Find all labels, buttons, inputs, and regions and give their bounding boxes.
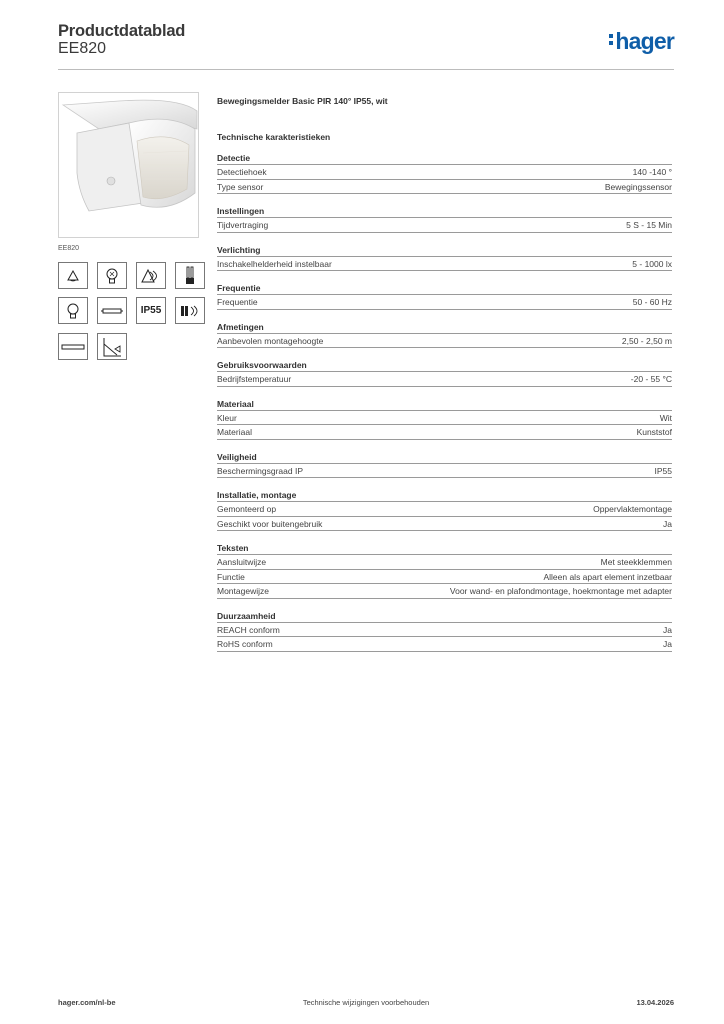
spec-section bbox=[217, 489, 672, 531]
spec-value: Ja bbox=[663, 639, 672, 649]
spec-row bbox=[217, 295, 672, 310]
spec-row bbox=[217, 425, 672, 440]
product-photo bbox=[58, 92, 199, 238]
section-title: Veiligheid bbox=[217, 451, 672, 464]
spec-key: Aanbevolen montagehoogte bbox=[217, 335, 324, 346]
spec-key: Kleur bbox=[217, 412, 237, 423]
spec-row bbox=[217, 502, 672, 517]
spec-content bbox=[217, 96, 672, 663]
spec-key: Bedrijfstemperatuur bbox=[217, 374, 292, 384]
spec-key: Frequentie bbox=[217, 297, 258, 307]
spec-row bbox=[217, 180, 672, 195]
spec-key: Inschakelhelderheid instelbaar bbox=[217, 258, 332, 269]
section-title: Verlichting bbox=[217, 244, 672, 257]
spec-row bbox=[217, 218, 672, 233]
page-footer bbox=[58, 998, 674, 1012]
spec-value: Ja bbox=[663, 518, 672, 529]
spec-key: Beschermingsgraad IP bbox=[217, 465, 303, 476]
spec-key: Aansluitwijze bbox=[217, 557, 267, 567]
spec-row bbox=[217, 372, 672, 387]
spec-section bbox=[217, 542, 672, 599]
section-title: Afmetingen bbox=[217, 321, 672, 334]
spec-key: Tijdvertraging bbox=[217, 220, 269, 230]
spec-value: Wit bbox=[659, 412, 672, 423]
logo-dots-icon bbox=[609, 34, 614, 48]
wall-mount-icon bbox=[97, 333, 127, 360]
spec-section bbox=[217, 282, 672, 310]
spec-row bbox=[217, 637, 672, 652]
spec-value: Ja bbox=[663, 624, 672, 635]
motion-detection-icon bbox=[136, 262, 166, 289]
spec-key: Geschikt voor buitengebruik bbox=[217, 518, 323, 529]
spec-key: RoHS conform bbox=[217, 639, 273, 649]
spec-value: 50 - 60 Hz bbox=[632, 297, 672, 307]
spec-value: Met steekklemmen bbox=[600, 557, 672, 567]
led-lamp-icon bbox=[175, 297, 205, 324]
spec-value: -20 - 55 °C bbox=[630, 374, 672, 384]
tech-heading: Technische karakteristieken bbox=[217, 132, 331, 142]
ip55-badge bbox=[136, 297, 166, 324]
spec-value: 5 - 1000 lx bbox=[632, 258, 672, 269]
spec-row bbox=[217, 165, 672, 180]
spec-section bbox=[217, 152, 672, 194]
product-description: Bewegingsmelder Basic PIR 140° IP55, wit bbox=[217, 96, 388, 106]
spec-value: 2,50 - 2,50 m bbox=[621, 335, 672, 346]
spec-row bbox=[217, 257, 672, 272]
hager-logo bbox=[609, 28, 674, 55]
spec-section bbox=[217, 244, 672, 272]
spec-row bbox=[217, 555, 672, 570]
section-title: Detectie bbox=[217, 152, 672, 165]
spec-row bbox=[217, 584, 672, 599]
spec-value: 5 S - 15 Min bbox=[626, 220, 672, 230]
spec-key: Materiaal bbox=[217, 427, 252, 437]
fluorescent-lamp-icon bbox=[175, 262, 205, 289]
spec-row bbox=[217, 464, 672, 479]
logo-text: hager bbox=[615, 28, 674, 54]
spec-value: Alleen als apart element inzetbaar bbox=[543, 571, 672, 582]
spec-row bbox=[217, 334, 672, 349]
footer-disclaimer: Technische wijzigingen voorbehouden bbox=[302, 998, 430, 1007]
spec-sections bbox=[217, 152, 672, 652]
footer-website: hager.com/nl-be bbox=[58, 998, 116, 1007]
spec-value: 140 -140 ° bbox=[632, 167, 672, 177]
spec-key: Functie bbox=[217, 571, 245, 582]
section-title: Installatie, montage bbox=[217, 489, 672, 502]
spec-key: Gemonteerd op bbox=[217, 504, 277, 514]
ceiling-lamp-icon bbox=[58, 262, 88, 289]
footer-date: 13.04.2026 bbox=[636, 998, 674, 1007]
ip55-label: IP55 bbox=[140, 305, 162, 316]
spec-value: Voor wand- en plafondmontage, hoekmontage met adapter bbox=[449, 586, 672, 596]
spec-row bbox=[217, 517, 672, 532]
page-header bbox=[58, 22, 674, 70]
spec-key: Detectiehoek bbox=[217, 167, 267, 177]
spec-key: Type sensor bbox=[217, 181, 264, 192]
spec-section bbox=[217, 321, 672, 349]
section-title: Teksten bbox=[217, 542, 672, 555]
document-title: Productdatablad bbox=[58, 22, 186, 40]
section-title: Instellingen bbox=[217, 205, 672, 218]
spec-value: Kunststof bbox=[636, 427, 672, 437]
spec-row bbox=[217, 411, 672, 426]
spec-section bbox=[217, 610, 672, 652]
spec-value: IP55 bbox=[654, 465, 672, 476]
photo-caption: EE820 bbox=[58, 245, 80, 252]
spec-section bbox=[217, 451, 672, 479]
spec-row bbox=[217, 570, 672, 585]
motion-detector-image bbox=[59, 93, 199, 238]
spec-key: REACH conform bbox=[217, 624, 280, 635]
section-title: Materiaal bbox=[217, 398, 672, 411]
spec-section bbox=[217, 359, 672, 387]
section-title: Gebruiksvoorwaarden bbox=[217, 359, 672, 372]
spec-value: Bewegingssensor bbox=[604, 181, 672, 192]
section-title: Frequentie bbox=[217, 282, 672, 295]
spec-row bbox=[217, 623, 672, 638]
spec-key: Montagewijze bbox=[217, 586, 269, 596]
incandescent-bulb-icon bbox=[58, 297, 88, 324]
section-title: Duurzaamheid bbox=[217, 610, 672, 623]
tube-lamp-icon bbox=[97, 297, 127, 324]
spec-value: Oppervlaktemontage bbox=[593, 504, 672, 514]
linear-lamp-icon bbox=[58, 333, 88, 360]
document-product-code: EE820 bbox=[58, 40, 107, 57]
spec-section bbox=[217, 398, 672, 440]
light-bulb-icon bbox=[97, 262, 127, 289]
spec-section bbox=[217, 205, 672, 233]
